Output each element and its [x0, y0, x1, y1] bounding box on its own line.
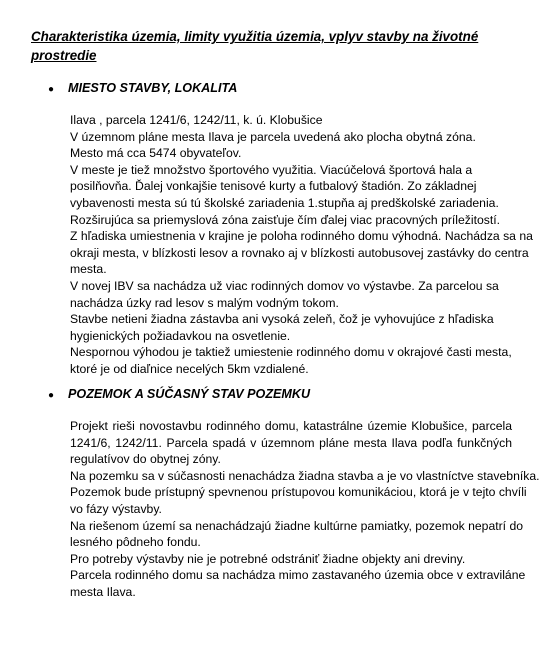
section-heading-label: POZEMOK A SÚČASNÝ STAV POZEMKU [68, 387, 311, 401]
paragraph-line: mesta Ilava. [70, 584, 136, 599]
paragraph-line: Pro potreby výstavby nie je potrebné odstrániť žiadne objekty ani dreviny. [70, 551, 466, 566]
paragraph-line: vybavenosti mesta sú tú školské zariadenia 1.stupňa aj predškolské zariadenia. [70, 195, 499, 210]
paragraph-line: posilňovňa. Ďalej vonkajšie tenisové kurty a futbalový štadión. Zo základnej [70, 179, 477, 194]
paragraph-line: Stavbe netieni žiadna zástavba ani vysoká zeleň, čož je vyhovujúce z hľadiska [70, 312, 494, 327]
document-title [31, 27, 511, 65]
bullet-icon: ● [48, 84, 55, 95]
paragraph-line: lesného pôdneho fondu. [70, 535, 201, 550]
paragraph-line: Nespornou výhodou je taktiež umiestenie rodinného domu v okrajové časti mesta, [70, 345, 512, 360]
paragraph-line: Mesto má cca 5474 obyvateľov. [70, 146, 242, 161]
paragraph-line: mesta. [70, 262, 107, 277]
paragraph-line: ktoré je od diaľnice necelých 5km vzdialené. [70, 361, 309, 376]
section-heading-label: MIESTO STAVBY, LOKALITA [68, 81, 238, 95]
paragraph-line: Na riešenom území sa nenachádzajú žiadne kultúrne pamiatky, pozemok nepatrí do [70, 518, 523, 533]
paragraph-line: Rozširujúca sa priemyslová zóna zaisťuje čím ďalej viac pracovných príležitostí. [70, 212, 500, 227]
section-body-plot [70, 418, 540, 601]
section-body-location [70, 112, 533, 378]
document-title-line-1: Charakteristika územia, limity využitia územia, vplyv stavby na životné [31, 29, 479, 44]
paragraph-line: V novej IBV sa nachádza už viac rodinných domov vo výstavbe. Za parcelou sa [70, 278, 499, 293]
paragraph-line: nachádza úzky rad lesov s malým vodným tokom. [70, 295, 339, 310]
paragraph-line: 1241/6, 1242/11. Parcela spadá v územnom pláne mesta Ilava podľa funkčných [70, 435, 512, 450]
paragraph-line: vo fázy výstavby. [70, 501, 162, 516]
section-heading-plot [48, 386, 311, 404]
paragraph-line: regulatívov do obytnej zóny. [70, 452, 221, 467]
section-heading-location [48, 80, 238, 98]
paragraph-line: Ilava , parcela 1241/6, 1242/11, k. ú. Klobušice [70, 113, 323, 127]
bullet-icon: ● [48, 390, 55, 401]
paragraph-line: Pozemok bude prístupný spevnenou prístupovou komunikáciou, ktorá je v tejto chvíli [70, 485, 527, 500]
paragraph-line: Z hľadiska umiestnenia v krajine je poloha rodinného domu výhodná. Nachádza sa na [70, 229, 533, 244]
paragraph-line: hygienických požiadavkou na osvetlenie. [70, 328, 291, 343]
paragraph-line: Parcela rodinného domu sa nachádza mimo zastavaného územia obce v extraviláne [70, 568, 526, 583]
paragraph-line: V územnom pláne mesta Ilava je parcela uvedená ako plocha obytná zóna. [70, 129, 476, 144]
document-title-line-2: prostredie [31, 48, 97, 63]
paragraph-line: Na pozemku sa v súčasnosti nenachádza žiadna stavba a je vo vlastníctve stavebníka. [70, 468, 540, 483]
paragraph-line: V meste je tiež množstvo športového využitia. Viacúčelová športová hala a [70, 162, 473, 177]
paragraph-line: okraji mesta, v blízkosti lesov a rovnako aj v blízkosti autobusovej zastávky do centra [70, 245, 529, 260]
paragraph-line: Projekt rieši novostavbu rodinného domu, katastrálne územie Klobušice, parcela [70, 419, 512, 433]
